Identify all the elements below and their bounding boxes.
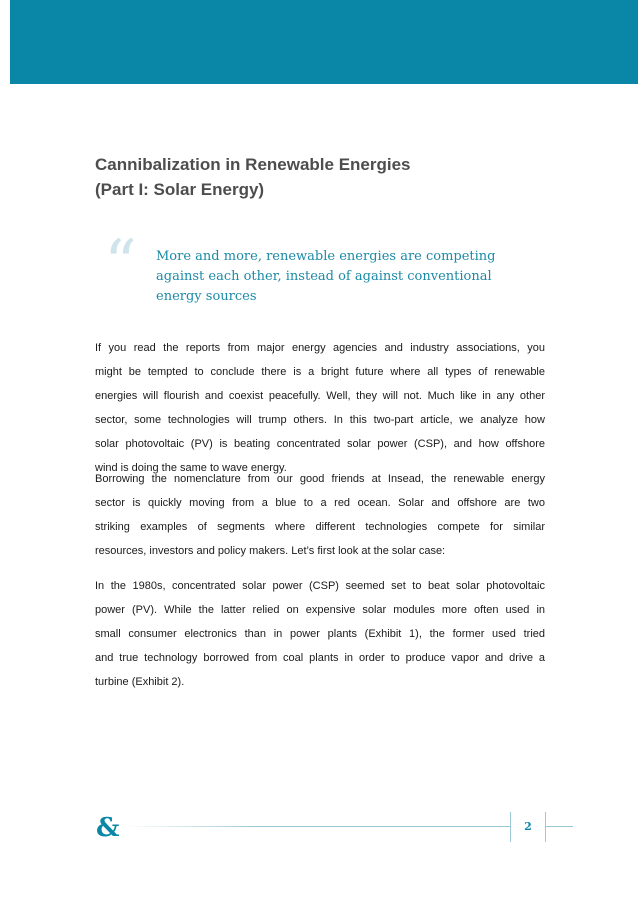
body-line: sector is quickly moving from a blue to a red ocean. Solar and offshore are two: [95, 497, 545, 509]
body-line: wind is doing the same to wave energy.: [95, 462, 287, 474]
page-number-box: [510, 812, 546, 842]
pull-quote-line: energy sources: [156, 289, 257, 304]
body-line: power (PV). While the latter relied on expensive solar modules more often used in: [95, 604, 545, 616]
body-paragraph: [95, 467, 545, 563]
body-line: resources, investors and policy makers. Let’s first look at the solar case:: [95, 545, 446, 557]
body-line: turbine (Exhibit 2).: [95, 676, 185, 688]
body-line: striking examples of segments where different technologies compete for similar: [95, 521, 545, 533]
body-line: might be tempted to conclude there is a bright future where all types of renewable: [95, 366, 545, 378]
pull-quote: [156, 247, 536, 307]
header-band: [10, 0, 638, 84]
title-line: (Part I: Solar Energy): [95, 180, 265, 199]
footer-divider: [125, 826, 573, 827]
pull-quote-line: More and more, renewable energies are competing: [156, 249, 496, 264]
body-line: In the 1980s, concentrated solar power (CSP) seemed set to beat solar photovoltaic: [95, 580, 545, 592]
body-line: small consumer electronics than in power plants (Exhibit 1), the former used tried: [95, 628, 545, 640]
body-line: solar photovoltaic (PV) is beating concentrated solar power (CSP), and how offshore: [95, 438, 545, 450]
body-line: energies will flourish and coexist peacefully. Well, they will not. Much like in any other: [95, 390, 545, 402]
ampersand-logo-icon: &: [96, 813, 120, 843]
page-title: [95, 152, 411, 202]
body-paragraph: [95, 336, 545, 480]
title-line: Cannibalization in Renewable Energies: [95, 155, 411, 174]
body-paragraph: [95, 574, 545, 694]
body-line: sector, some technologies will trump others. In this two-part article, we analyze how: [95, 414, 545, 426]
body-line: If you read the reports from major energy agencies and industry associations, you: [95, 342, 545, 354]
body-line: Borrowing the nomenclature from our good friends at Insead, the renewable energy: [95, 473, 545, 485]
body-line: and true technology borrowed from coal plants in order to produce vapor and drive a: [95, 652, 545, 664]
page-number: 2: [524, 820, 532, 833]
pull-quote-line: against each other, instead of against conventional: [156, 269, 492, 284]
quote-mark-icon: “: [104, 227, 137, 301]
